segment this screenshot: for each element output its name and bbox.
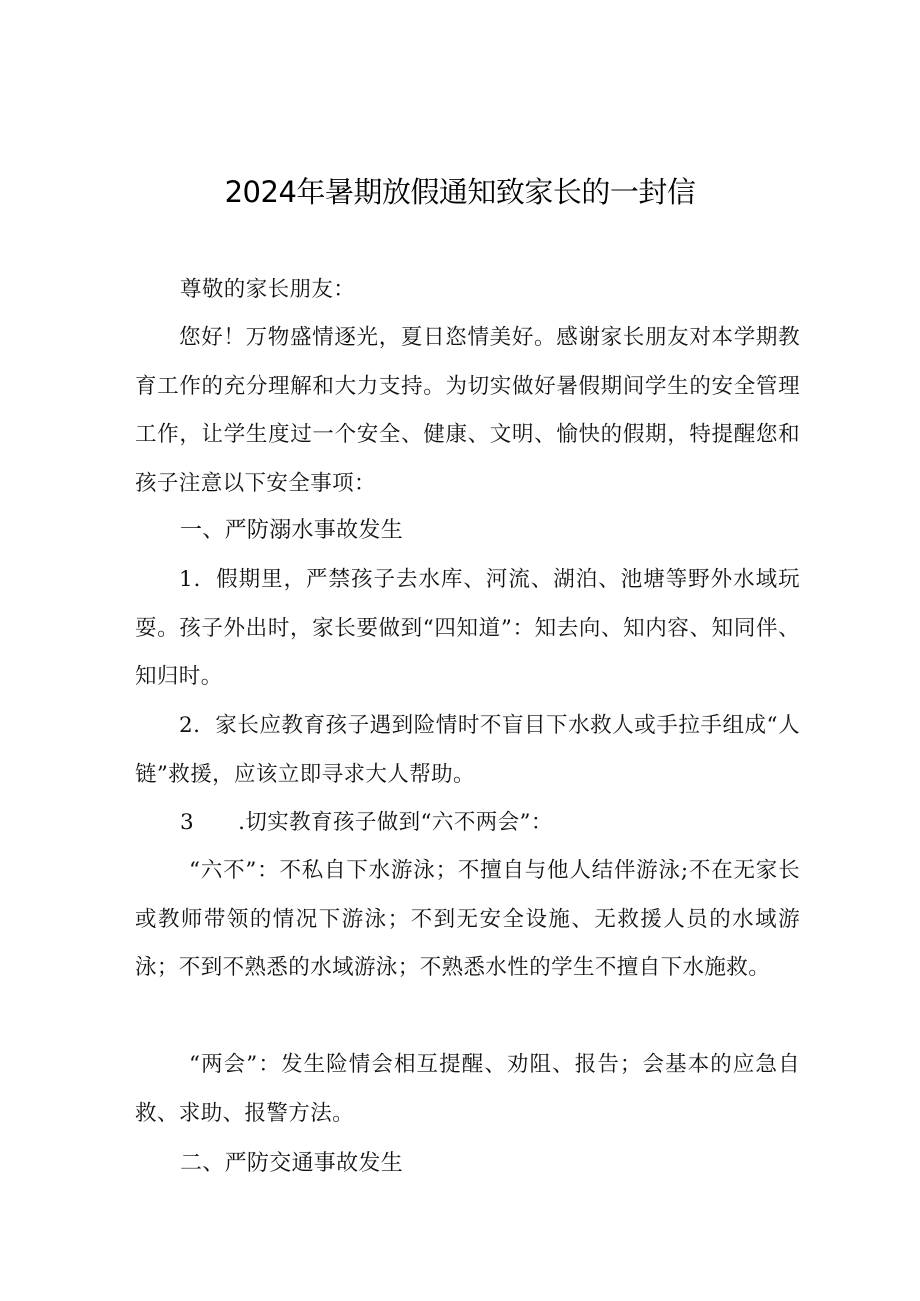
item-3-number: 3 (180, 810, 195, 835)
section-1-item-1: 1．假期里，严禁孩子去水库、河流、湖泊、池塘等野外水域玩耍。孩子外出时，家长要做到“四知道”：知去向、知内容、知同伴、知归时。 (135, 567, 800, 689)
section-2-heading: 二、严防交通事故发生 (180, 1151, 404, 1176)
section-1-heading: 一、严防溺水事故发生 (180, 518, 404, 543)
item-3-text: .切实教育孩子做到“六不两会”： (238, 810, 553, 835)
intro-paragraph: 您好！万物盛情逐光，夏日恣情美好。感谢家长朋友对本学期教育工作的充分理解和大力支持。为切实做好暑假期间学生的安全管理工作，让学生度过一个安全、健康、文明、愉快的假期，特提醒您和孩子注意以下安全事项： (135, 325, 800, 496)
document-title: 2024年暑期放假通知致家长的一封信 (224, 175, 696, 209)
six-not-paragraph: “六不”：不私自下水游泳；不擅自与他人结伴游泳;不在无家长或教师带领的情况下游泳；不到无安全设施、无救援人员的水域游泳；不到不熟悉的水域游泳；不熟悉水性的学生不擅自下水施救。 (135, 858, 800, 980)
salutation: 尊敬的家长朋友： (180, 277, 356, 302)
section-1-item-2: 2．家长应教育孩子遇到险情时不盲目下水救人或手拉手组成“人链”救援，应该立即寻求大人帮助。 (135, 713, 800, 787)
section-1-item-3 (180, 799, 800, 848)
two-can-paragraph: “两会”：发生险情会相互提醒、劝阻、报告；会基本的应急自救、求助、报警方法。 (135, 1052, 800, 1126)
